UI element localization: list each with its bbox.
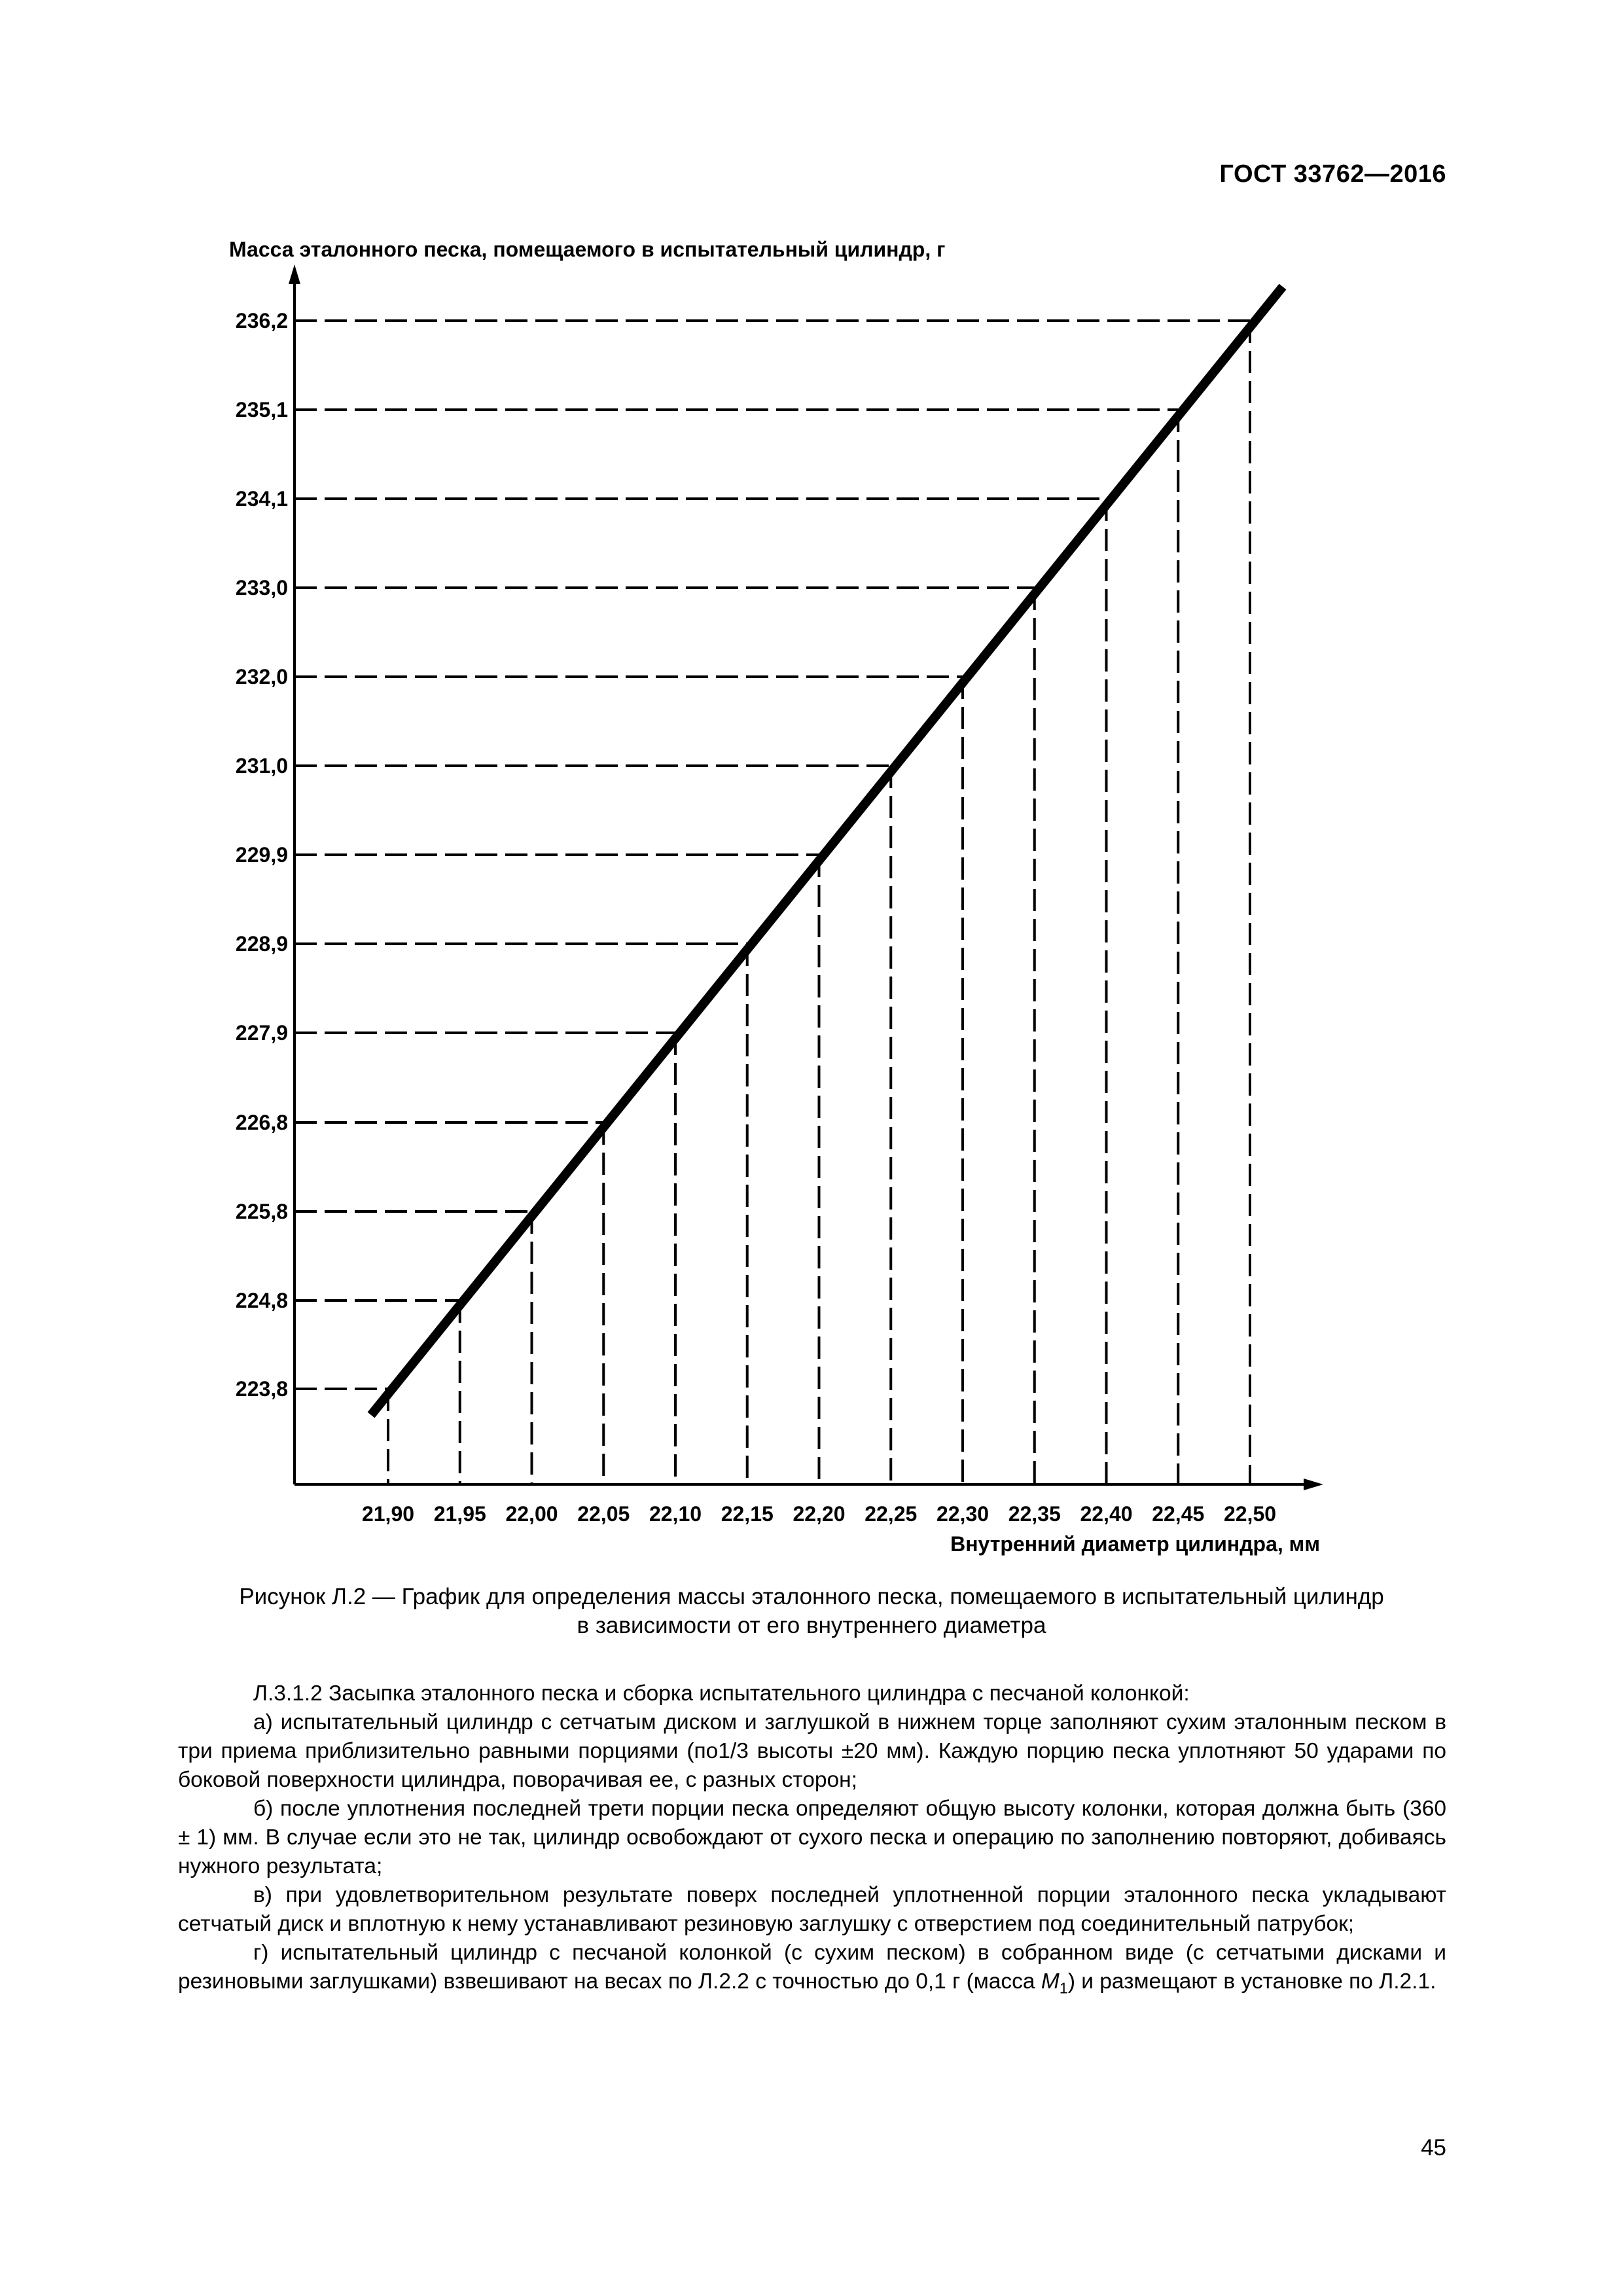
x-tick-label: 22,45: [1152, 1502, 1205, 1526]
x-tick-label: 22,15: [721, 1502, 774, 1526]
data-line: [371, 287, 1283, 1415]
x-tick-label: 22,40: [1080, 1502, 1133, 1526]
y-axis-title: Масса эталонного песка, помещаемого в испытательный цилиндр, г: [229, 238, 946, 261]
y-tick-label: 231,0: [235, 754, 288, 778]
x-tick-label: 22,50: [1223, 1502, 1277, 1526]
x-tick-label: 22,05: [577, 1502, 630, 1526]
y-tick-label: 235,1: [235, 398, 288, 422]
y-tick-label: 223,8: [235, 1377, 288, 1401]
paragraph-b: б) после уплотнения последней трети порции песка определяют общую высоту колонки, которая должна быть (360 ± 1) мм. В случае если это не так, цилиндр освобождают от сухого песка и операцию по заполнению повторяют, добиваясь нужного результата;: [178, 1797, 1446, 1878]
body-text: [178, 1679, 1446, 2003]
mass-subscript: 1: [1059, 1979, 1068, 1997]
x-tick-label: 21,95: [433, 1502, 486, 1526]
y-tick-label: 236,2: [235, 309, 288, 332]
y-tick-label: 228,9: [235, 932, 288, 956]
paragraph-a: а) испытательный цилиндр с сетчатым диском и заглушкой в нижнем торце заполняют сухим эталонным песком в три приема приблизительно равными порциями (по1/3 высоты ±20 мм). Каждую порцию песка уплотняют 50 ударами по боковой поверхности цилиндра, поворачивая ее, с разных сторон;: [178, 1710, 1446, 1792]
x-axis-title: Внутренний диаметр цилиндра, мм: [950, 1532, 1320, 1556]
paragraph-d-text-end: ) и размещают в установке по Л.2.1.: [1067, 1969, 1436, 1994]
guide-lines: [294, 321, 1250, 1484]
x-axis-arrow: [1304, 1479, 1323, 1490]
y-tick-label: 226,8: [235, 1111, 288, 1134]
mass-symbol: M: [1041, 1969, 1060, 1994]
figure-caption: [164, 1583, 1459, 1640]
paragraph-d-text: г) испытательный цилиндр с песчаной колонкой (с сухим песком) в собранном виде (с сетчатыми дисками и резиновыми заглушками) взвешивают на весах по Л.2.2 с точностью до 0,1 г (масса: [178, 1941, 1446, 1994]
x-tick-label: 22,35: [1008, 1502, 1061, 1526]
document-code: ГОСТ 33762—2016: [1219, 160, 1446, 188]
y-tick-label: 224,8: [235, 1289, 288, 1312]
caption-line-2: в зависимости от его внутреннего диаметра: [577, 1613, 1046, 1638]
paragraph-heading: Л.3.1.2 Засыпка эталонного песка и сборка испытательного цилиндра с песчаной колонкой:: [253, 1681, 1190, 1706]
y-tick-label: 229,9: [235, 843, 288, 867]
x-tick-label: 22,20: [793, 1502, 846, 1526]
x-tick-label: 22,30: [936, 1502, 990, 1526]
y-axis-arrow: [289, 264, 300, 284]
paragraph-d: [178, 1939, 1446, 2003]
y-tick-label: 233,0: [235, 576, 288, 600]
y-tick-label: 225,8: [235, 1200, 288, 1223]
y-tick-label: 234,1: [235, 487, 288, 511]
x-tick-label: 22,00: [505, 1502, 558, 1526]
paragraph-c: в) при удовлетворительном результате поверх последней уплотненной порции эталонного песка укладывают сетчатый диск и вплотную к нему устанавливают резиновую заглушку с отверстием под соединительный патрубок;: [178, 1883, 1446, 1936]
caption-line-1: Рисунок Л.2 — График для определения массы эталонного песка, помещаемого в испытательный цилиндр: [239, 1584, 1384, 1609]
x-tick-label: 22,25: [865, 1502, 918, 1526]
y-tick-label: 227,9: [235, 1021, 288, 1045]
x-tick-label: 21,90: [361, 1502, 415, 1526]
x-tick-label: 22,10: [649, 1502, 702, 1526]
page-number: 45: [1421, 2135, 1446, 2161]
y-tick-label: 232,0: [235, 665, 288, 689]
